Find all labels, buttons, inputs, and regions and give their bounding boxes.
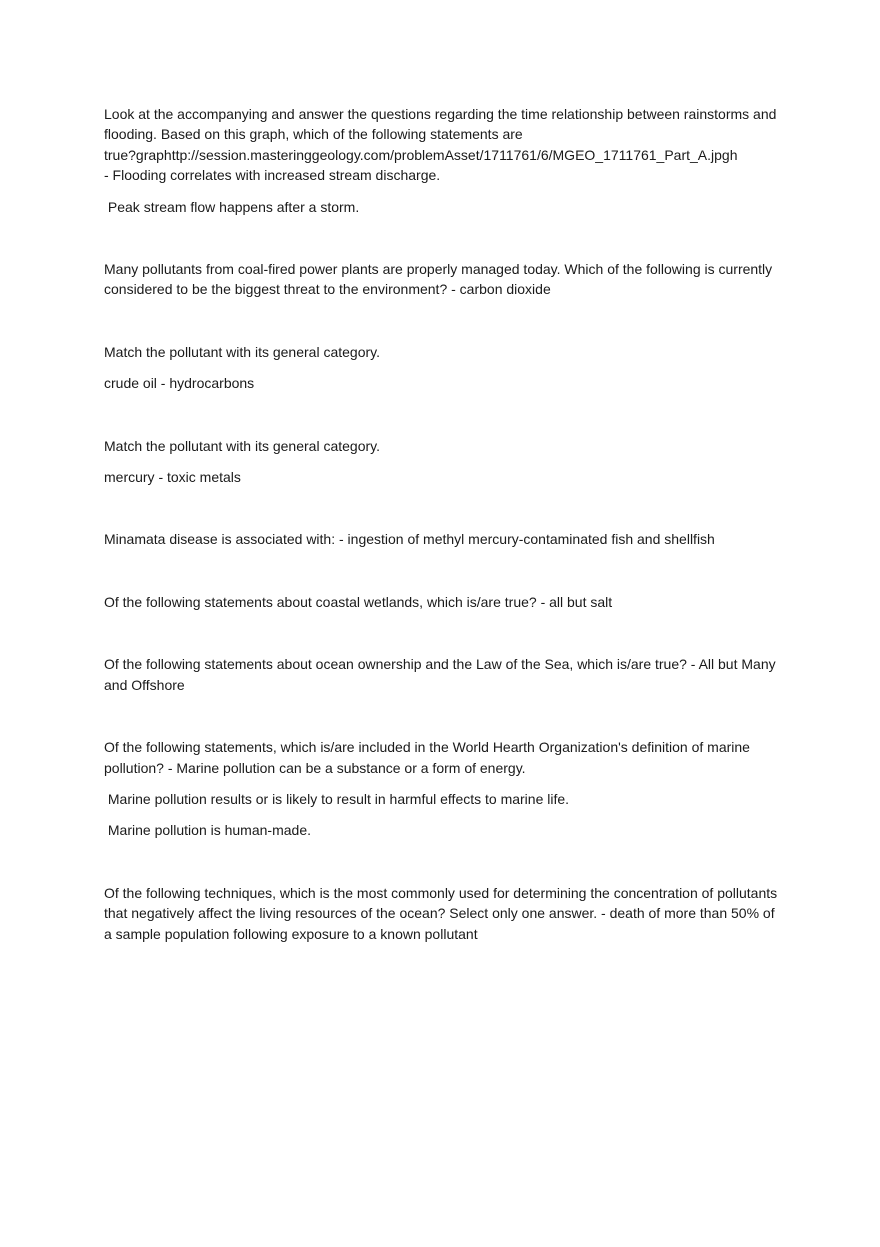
qa-entry-4	[104, 436, 784, 488]
question-answer-text: Many pollutants from coal-fired power plants are properly managed today. Which of the following is currently considered to be the biggest threat to the environment? - carbon dioxide	[104, 261, 777, 298]
question-answer-text: Of the following techniques, which is the most commonly used for determining the concentration of pollutants that negatively affect the living resources of the ocean? Select only one answer. - death of more than 50% of a sample population following exposure to a known pollutant	[104, 884, 782, 942]
answer-text: Peak stream flow happens after a storm.	[104, 198, 360, 215]
qa-entry-7	[104, 654, 784, 695]
question-answer-text: Of the following statements about coastal wetlands, which is/are true? - all but salt	[104, 593, 613, 610]
qa-entry-6	[104, 592, 784, 612]
question-answer-text: Of the following statements about ocean ownership and the Law of the Sea, which is/are true? - All but Many and Offshore	[104, 656, 780, 693]
question-answer-text: Of the following statements, which is/are included in the World Hearth Organization's definition of marine pollution? - Marine pollution can be a substance or a form of energy.	[104, 739, 754, 776]
answer-text: Marine pollution results or is likely to result in harmful effects to marine life.	[104, 790, 570, 807]
question-text: Match the pollutant with its general category.	[104, 343, 381, 360]
qa-entry-1	[104, 104, 784, 217]
question-url-line: true?graphttp://session.masteringgeology.com/problemAsset/1711761/6/MGEO_1711761_Part_A.jpgh	[104, 146, 738, 163]
qa-entry-3	[104, 342, 784, 394]
question-answer-text: Minamata disease is associated with: - ingestion of methyl mercury-contaminated fish and shellfish	[104, 531, 715, 548]
answer-text: - Flooding correlates with increased stream discharge.	[104, 167, 441, 184]
qa-entry-5	[104, 529, 784, 549]
qa-entry-8	[104, 737, 784, 841]
question-text: Match the pollutant with its general category.	[104, 437, 381, 454]
document-body	[104, 104, 784, 986]
answer-text: crude oil - hydrocarbons	[104, 375, 255, 392]
question-text	[104, 104, 784, 145]
answer-text: mercury - toxic metals	[104, 469, 241, 486]
qa-entry-9	[104, 883, 784, 944]
answer-text: Marine pollution is human-made.	[104, 822, 311, 839]
qa-entry-2	[104, 259, 784, 300]
question-line: Look at the accompanying and answer the questions regarding the time relationship between rainstorms and flooding. Based on this graph, which of the following statements are	[104, 106, 777, 143]
